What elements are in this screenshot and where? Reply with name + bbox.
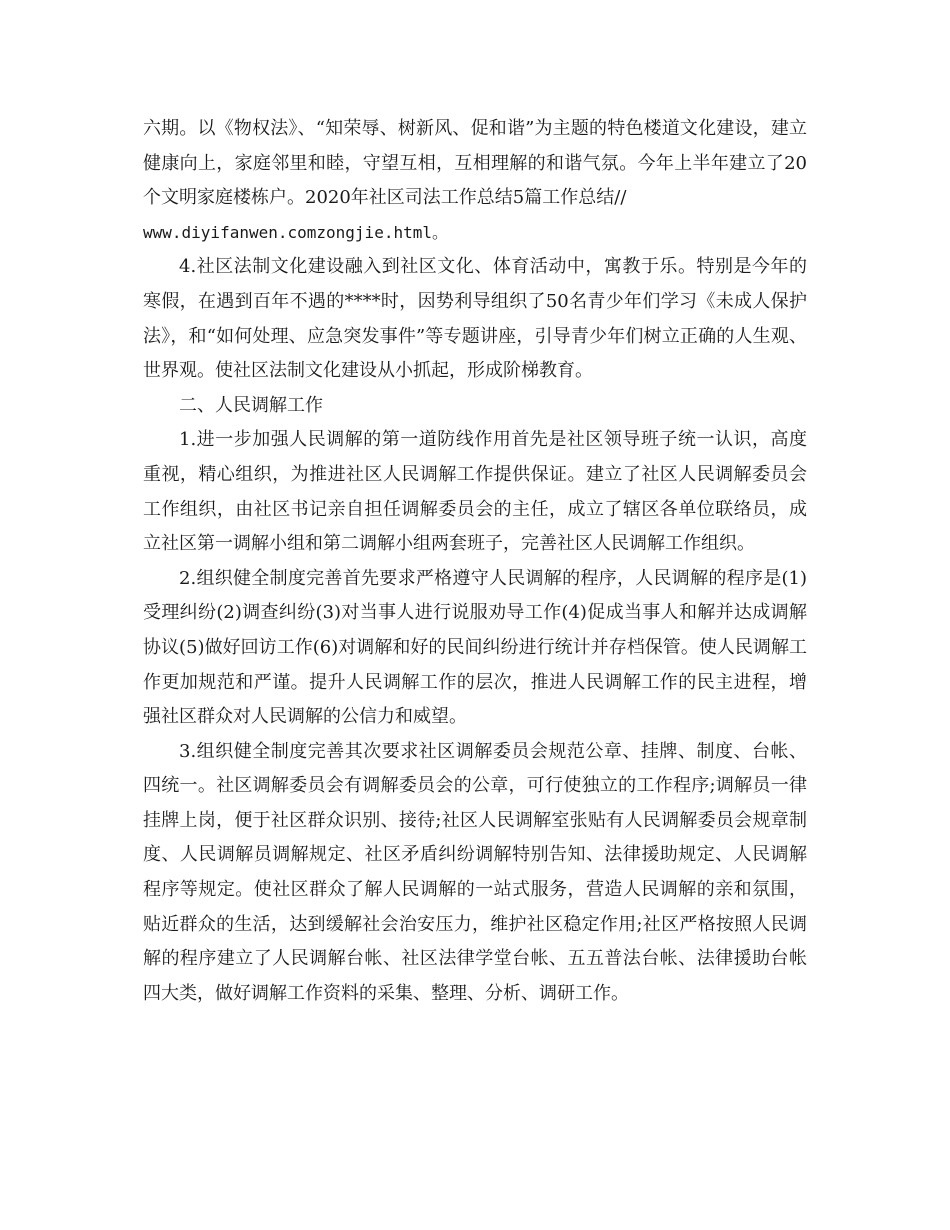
paragraph-url: www.diyifanwen.comzongjie.html。 bbox=[143, 222, 448, 242]
paragraph-continuation: 六期。以《物权法》、“知荣辱、树新风、促和谐”为主题的特色楼道文化建设，建立健康向上，家庭邻里和睦，守望互相，互相理解的和谐气氛。今年上半年建立了20个文明家庭楼栋户。2020年社区司法工作总结5篇工作总结// bbox=[143, 118, 807, 209]
paragraph-item-2: 2.组织健全制度完善首先要求严格遵守人民调解的程序，人民调解的程序是(1)受理纠纷(2)调查纠纷(3)对当事人进行说服劝导工作(4)促成当事人和解并达成调解协议(5)做好回访工作(6)对调解和好的民间纠纷进行统计并存档保管。使人民调解工作更加规范和严谨。提升人民调解工作的层次，推进人民调解工作的民主进程，增强社区群众对人民调解的公信力和威望。 bbox=[143, 567, 807, 728]
paragraph-item-4: 4.社区法制文化建设融入到社区文化、体育活动中，寓教于乐。特别是今年的寒假，在遇到百年不遇的****时，因势利导组织了50名青少年们学习《未成人保护法》，和“如何处理、应急突发事件”等专题讲座，引导青少年们树立正确的人生观、世界观。使社区法制文化建设从小抓起，形成阶梯教育。 bbox=[143, 256, 807, 382]
paragraph-item-3: 3.组织健全制度完善其次要求社区调解委员会规范公章、挂牌、制度、台帐、四统一。社区调解委员会有调解委员会的公章，可行使独立的工作程序;调解员一律挂牌上岗，便于社区群众识别、接待;社区人民调解室张贴有人民调解委员会规章制度、人民调解员调解规定、社区矛盾纠纷调解特别告知、法律援助规定、人民调解程序等规定。使社区群众了解人民调解的一站式服务，营造人民调解的亲和氛围，贴近群众的生活，达到缓解社会治安压力，维护社区稳定作用;社区严格按照人民调解的程序建立了人民调解台帐、社区法律学堂台帐、五五普法台帐、法律援助台帐四大类，做好调解工作资料的采集、整理、分析、调研工作。 bbox=[143, 740, 807, 1004]
paragraph-item-1: 1.进一步加强人民调解的第一道防线作用首先是社区领导班子统一认识，高度重视，精心组织，为推进社区人民调解工作提供保证。建立了社区人民调解委员会工作组织，由社区书记亲自担任调解委员会的主任，成立了辖区各单位联络员，成立社区第一调解小组和第二调解小组两套班子，完善社区人民调解工作组织。 bbox=[143, 429, 807, 555]
document-body bbox=[143, 112, 807, 1011]
section-heading-mediation: 二、人民调解工作 bbox=[179, 394, 323, 416]
